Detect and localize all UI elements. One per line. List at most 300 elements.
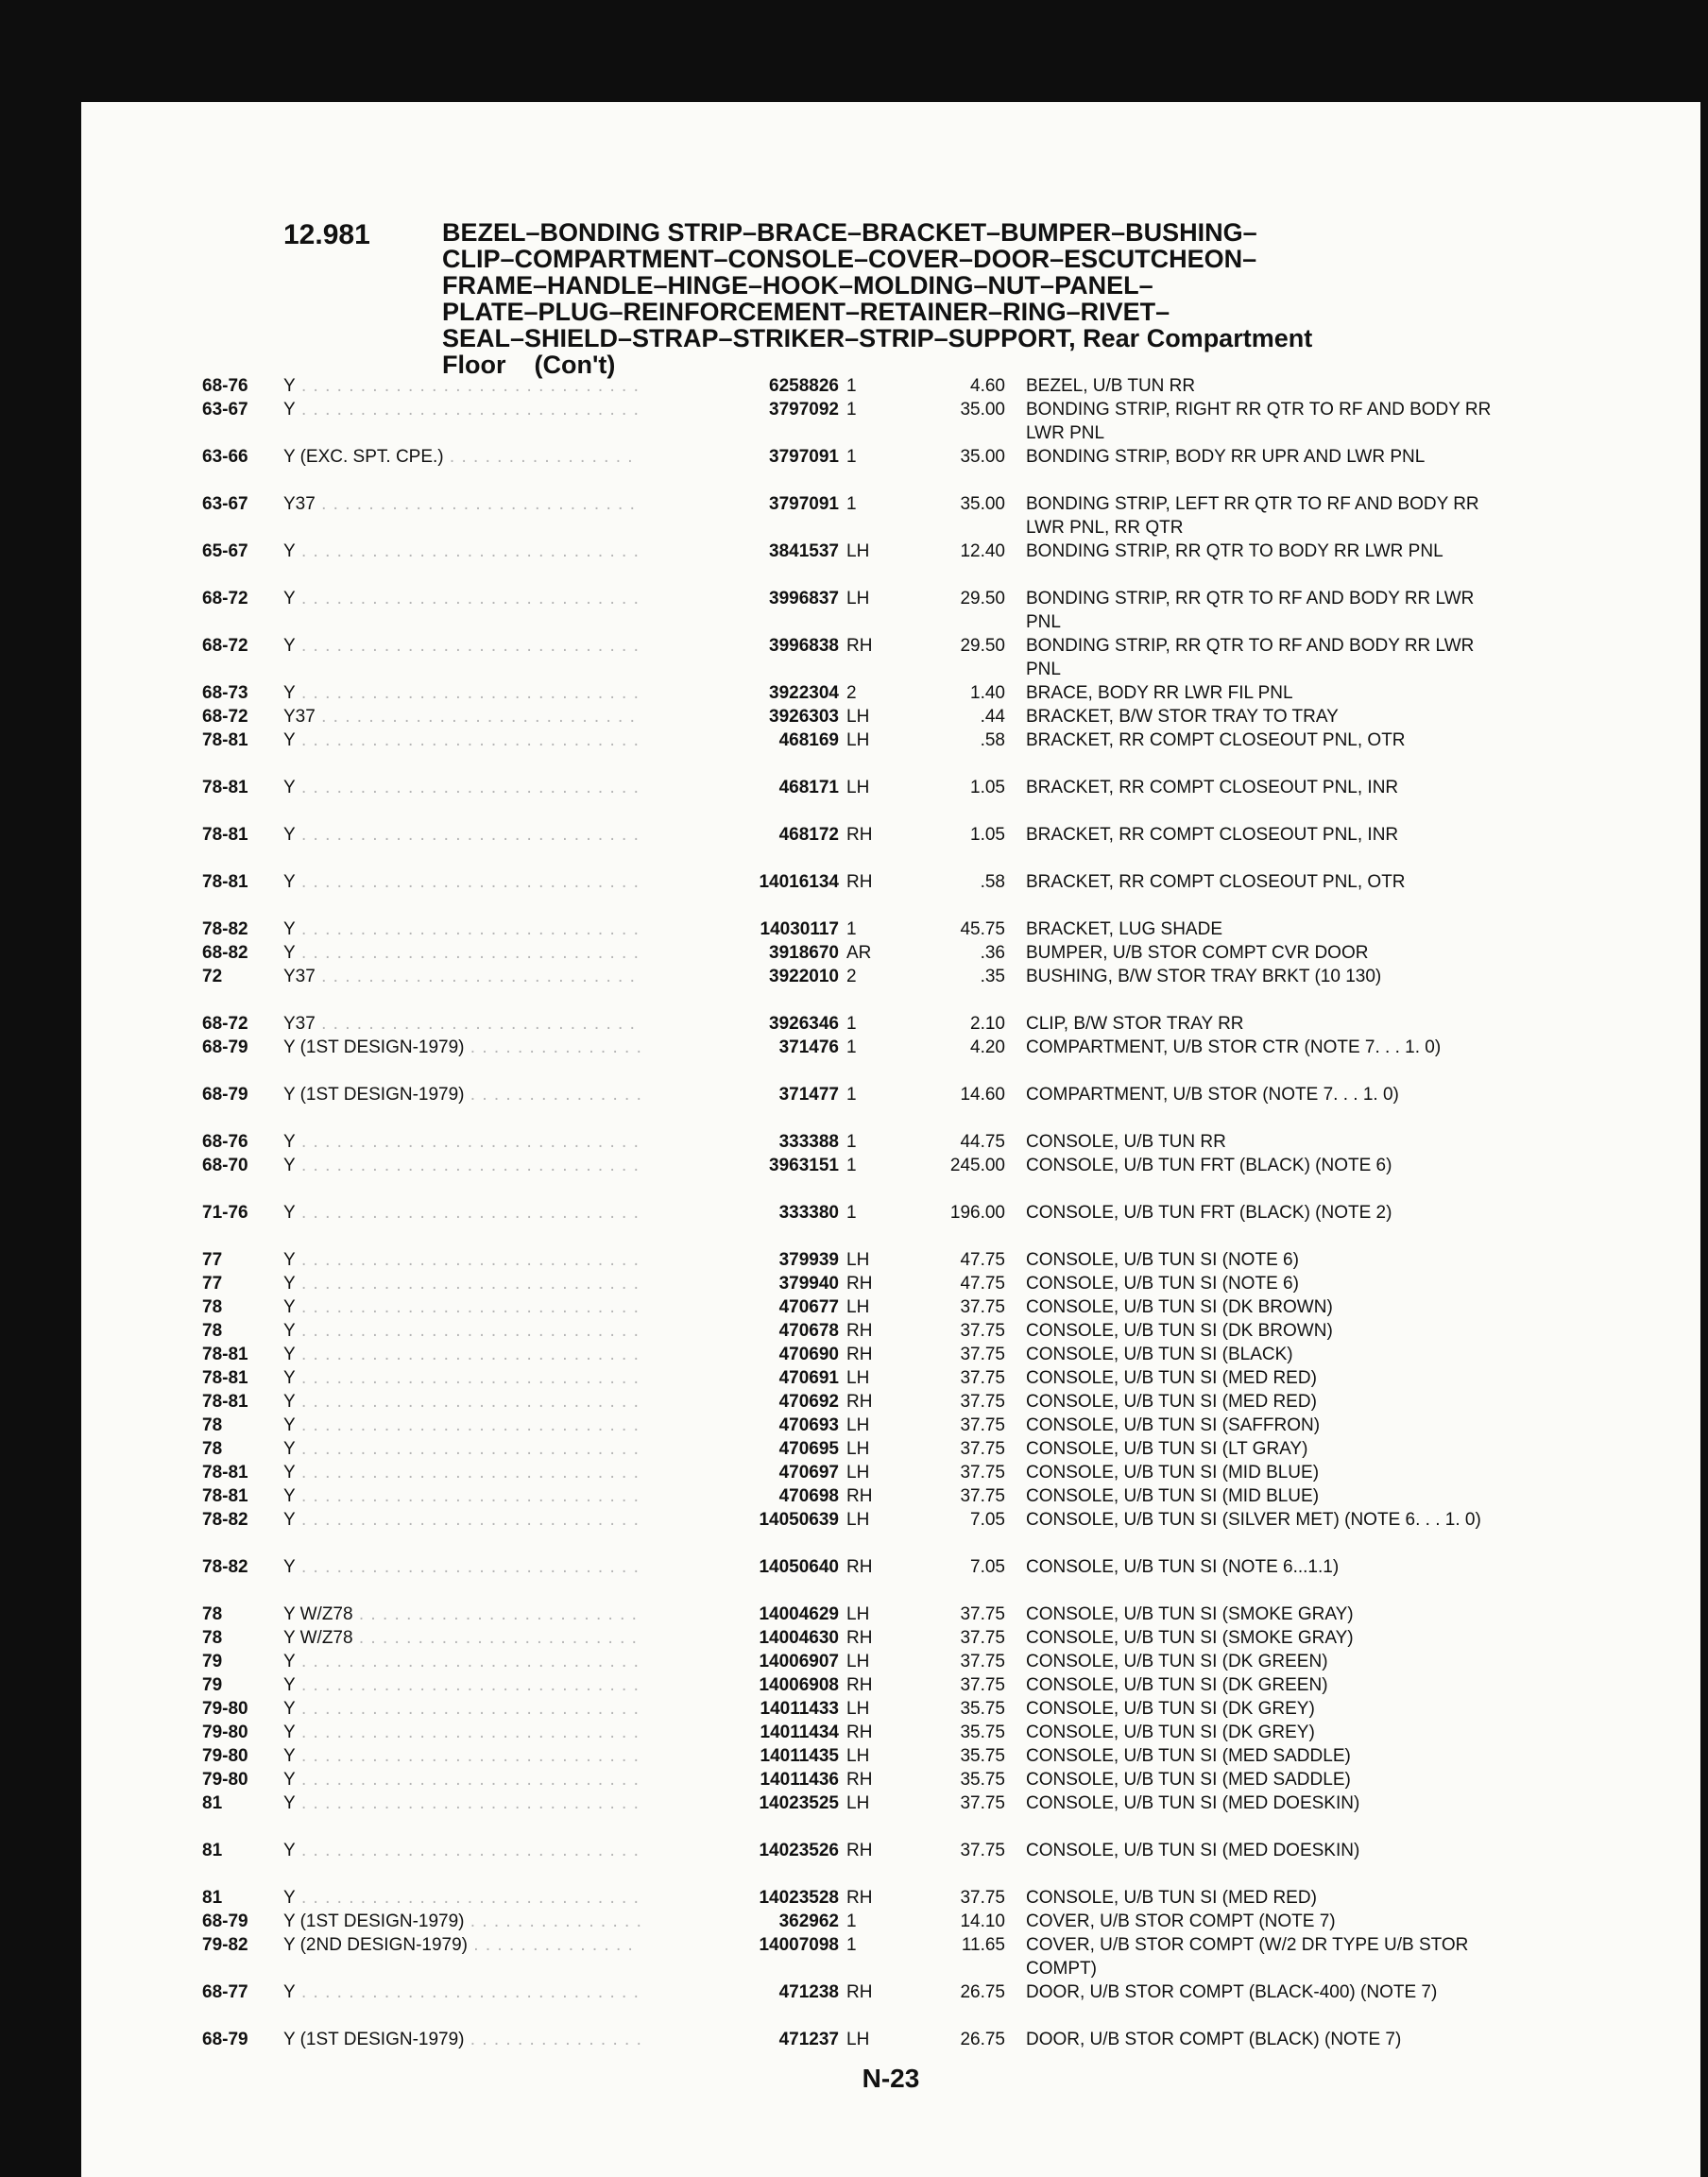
table-row xyxy=(81,917,1700,941)
year-range-cell: 78-81 xyxy=(202,1368,248,1388)
section-title-line: CLIP–COMPARTMENT–CONSOLE–COVER–DOOR–ESCUTCHEON– xyxy=(442,245,1257,273)
quantity-cell: 1 xyxy=(846,1935,857,1955)
description-cell: COMPARTMENT, U/B STOR (NOTE 7. . . 1. 0) xyxy=(1026,1085,1399,1105)
table-row xyxy=(81,1768,1700,1791)
price-cell: 37.75 xyxy=(960,1486,1005,1506)
price-cell: 44.75 xyxy=(960,1132,1005,1152)
section-title-line: SEAL–SHIELD–STRAP–STRIKER–STRIP–SUPPORT, Rear Compartment xyxy=(442,324,1313,352)
section-title-line: Floor (Con't) xyxy=(442,351,616,379)
part-number-cell: 333380 xyxy=(640,1201,839,1225)
section-title-line: BEZEL–BONDING STRIP–BRACE–BRACKET–BUMPER–BUSHING– xyxy=(442,218,1257,247)
price-cell: 35.75 xyxy=(960,1723,1005,1742)
model-code-cell: Y . . . xyxy=(283,1414,699,1437)
price-cell: 45.75 xyxy=(960,919,1005,939)
quantity-cell: RH xyxy=(846,1557,873,1577)
quantity-cell: LH xyxy=(846,1297,870,1317)
part-number-cell: 14006908 xyxy=(640,1673,839,1697)
quantity-cell: 1 xyxy=(846,494,857,514)
model-code-cell: Y . . . xyxy=(283,681,699,705)
quantity-cell: LH xyxy=(846,1415,870,1435)
price-cell: 35.00 xyxy=(960,494,1005,514)
description-cell: CONSOLE, U/B TUN SI (LT GRAY) xyxy=(1026,1439,1308,1459)
table-row xyxy=(81,1626,1700,1650)
model-code-cell: Y (EXC. SPT. CPE.) . . . xyxy=(283,445,699,469)
part-number-cell: 14011433 xyxy=(640,1697,839,1721)
year-range-cell: 68-70 xyxy=(202,1156,248,1175)
model-code-cell: Y . . . xyxy=(283,1791,699,1815)
quantity-cell: LH xyxy=(846,541,870,561)
model-code-cell: Y . . . xyxy=(283,776,699,799)
description-cell: CONSOLE, U/B TUN SI (MID BLUE) xyxy=(1026,1463,1320,1483)
part-number-cell: 468172 xyxy=(640,823,839,847)
year-range-cell: 68-72 xyxy=(202,1014,248,1034)
year-range-cell: 81 xyxy=(202,1793,223,1813)
year-range-cell: 63-66 xyxy=(202,447,248,467)
part-number-cell: 379940 xyxy=(640,1272,839,1295)
description-cell: CONSOLE, U/B TUN SI (NOTE 6) xyxy=(1026,1274,1299,1294)
quantity-cell: AR xyxy=(846,943,872,963)
year-range-cell: 78 xyxy=(202,1439,223,1459)
price-cell: 35.75 xyxy=(960,1746,1005,1766)
quantity-cell: 1 xyxy=(846,1085,857,1105)
table-row xyxy=(81,1721,1700,1744)
price-cell: 2.10 xyxy=(970,1014,1005,1034)
year-range-cell: 81 xyxy=(202,1888,223,1908)
part-number-cell: 14050640 xyxy=(640,1555,839,1579)
quantity-cell: 1 xyxy=(846,376,857,396)
part-number-cell: 14050639 xyxy=(640,1508,839,1532)
part-number-cell: 333388 xyxy=(640,1130,839,1154)
price-cell: 11.65 xyxy=(961,1935,1005,1955)
page-number: N-23 xyxy=(862,2064,920,2093)
description-cell: CONSOLE, U/B TUN SI (MID BLUE) xyxy=(1026,1486,1320,1506)
model-code-cell: Y . . . xyxy=(283,1248,699,1272)
part-number-cell: 14011434 xyxy=(640,1721,839,1744)
year-range-cell: 68-73 xyxy=(202,683,248,703)
year-range-cell: 78 xyxy=(202,1415,223,1435)
year-range-cell: 78-81 xyxy=(202,872,248,892)
year-range-cell: 72 xyxy=(202,967,223,986)
part-number-cell: 470691 xyxy=(640,1366,839,1390)
model-code-cell: Y W/Z78 . . . xyxy=(283,1626,699,1650)
quantity-cell: 1 xyxy=(846,447,857,467)
description-cell: BRACKET, RR COMPT CLOSEOUT PNL, INR xyxy=(1026,825,1399,845)
year-range-cell: 78-81 xyxy=(202,778,248,797)
model-code-cell: Y . . . xyxy=(283,1508,699,1532)
model-code-cell: Y . . . xyxy=(283,729,699,752)
table-row xyxy=(81,681,1700,705)
description-cell: CLIP, B/W STOR TRAY RR xyxy=(1026,1014,1244,1034)
quantity-cell: 1 xyxy=(846,1911,857,1931)
year-range-cell: 71-76 xyxy=(202,1203,248,1223)
table-row xyxy=(81,1036,1700,1083)
model-code-cell: Y . . . xyxy=(283,1366,699,1390)
quantity-cell: RH xyxy=(846,1675,873,1695)
part-number-cell: 371477 xyxy=(640,1083,839,1106)
description-cell: BONDING STRIP, BODY RR UPR AND LWR PNL xyxy=(1026,447,1426,467)
part-number-cell: 14023525 xyxy=(640,1791,839,1815)
description-cell: CONSOLE, U/B TUN SI (MED RED) xyxy=(1026,1888,1317,1908)
parts-table xyxy=(81,374,1700,2075)
price-cell: 37.75 xyxy=(960,1888,1005,1908)
table-row xyxy=(81,1130,1700,1154)
quantity-cell: RH xyxy=(846,1486,873,1506)
year-range-cell: 81 xyxy=(202,1841,223,1860)
part-number-cell: 14011436 xyxy=(640,1768,839,1791)
price-cell: .36 xyxy=(980,943,1005,963)
table-row xyxy=(81,1980,1700,2028)
year-range-cell: 78-81 xyxy=(202,1463,248,1483)
quantity-cell: 1 xyxy=(846,400,857,420)
table-row xyxy=(81,1555,1700,1603)
part-number-cell: 14016134 xyxy=(640,870,839,894)
description-cell: CONSOLE, U/B TUN SI (SILVER MET) (NOTE 6. . . 1. 0) xyxy=(1026,1510,1481,1530)
model-code-cell: Y . . . xyxy=(283,1484,699,1508)
description-cell: CONSOLE, U/B TUN SI (NOTE 6) xyxy=(1026,1250,1299,1270)
quantity-cell: 1 xyxy=(846,1037,857,1057)
part-number-cell: 470678 xyxy=(640,1319,839,1343)
year-range-cell: 68-79 xyxy=(202,1911,248,1931)
price-cell: 1.40 xyxy=(970,683,1005,703)
model-code-cell: Y . . . xyxy=(283,1768,699,1791)
part-number-cell: 14004630 xyxy=(640,1626,839,1650)
price-cell: 37.75 xyxy=(960,1652,1005,1671)
part-number-cell: 14023528 xyxy=(640,1886,839,1910)
quantity-cell: RH xyxy=(846,1392,873,1412)
description-cell: COVER, U/B STOR COMPT (W/2 DR TYPE U/B STOR COMPT) xyxy=(1026,1935,1469,1979)
year-range-cell: 65-67 xyxy=(202,541,248,561)
price-cell: 47.75 xyxy=(960,1250,1005,1270)
year-range-cell: 79 xyxy=(202,1675,223,1695)
table-row xyxy=(81,1886,1700,1910)
part-number-cell: 3926303 xyxy=(640,705,839,729)
model-code-cell: Y W/Z78 . . . xyxy=(283,1603,699,1626)
description-cell: CONSOLE, U/B TUN FRT (BLACK) (NOTE 6) xyxy=(1026,1156,1392,1175)
price-cell: 26.75 xyxy=(960,1982,1005,2002)
description-cell: BONDING STRIP, LEFT RR QTR TO RF AND BODY RR LWR PNL, RR QTR xyxy=(1026,494,1479,538)
part-number-cell: 14011435 xyxy=(640,1744,839,1768)
price-cell: 35.00 xyxy=(960,400,1005,420)
description-cell: CONSOLE, U/B TUN SI (MED RED) xyxy=(1026,1368,1317,1388)
price-cell: 37.75 xyxy=(960,1604,1005,1624)
description-cell: CONSOLE, U/B TUN SI (MED DOESKIN) xyxy=(1026,1841,1360,1860)
part-number-cell: 3922304 xyxy=(640,681,839,705)
year-range-cell: 68-77 xyxy=(202,1982,248,2002)
description-cell: BONDING STRIP, RR QTR TO BODY RR LWR PNL xyxy=(1026,541,1443,561)
table-row xyxy=(81,1461,1700,1484)
part-number-cell: 470695 xyxy=(640,1437,839,1461)
description-cell: DOOR, U/B STOR COMPT (BLACK) (NOTE 7) xyxy=(1026,2030,1402,2049)
year-range-cell: 68-72 xyxy=(202,707,248,727)
model-code-cell: Y . . . xyxy=(283,1154,699,1177)
price-cell: 196.00 xyxy=(949,1203,1005,1223)
catalog-page xyxy=(81,102,1700,2177)
part-number-cell: 14030117 xyxy=(640,917,839,941)
quantity-cell: 1 xyxy=(846,1156,857,1175)
description-cell: CONSOLE, U/B TUN SI (MED RED) xyxy=(1026,1392,1317,1412)
price-cell: 37.75 xyxy=(960,1345,1005,1364)
price-cell: 14.60 xyxy=(960,1085,1005,1105)
model-code-cell: Y . . . xyxy=(283,1839,699,1862)
description-cell: CONSOLE, U/B TUN SI (MED SADDLE) xyxy=(1026,1770,1351,1790)
part-number-cell: 3918670 xyxy=(640,941,839,965)
model-code-cell: Y (1ST DESIGN-1979) . . . xyxy=(283,2028,699,2051)
table-row xyxy=(81,1697,1700,1721)
price-cell: 4.60 xyxy=(970,376,1005,396)
description-cell: BRACKET, RR COMPT CLOSEOUT PNL, INR xyxy=(1026,778,1399,797)
quantity-cell: LH xyxy=(846,1604,870,1624)
description-cell: BRACKET, B/W STOR TRAY TO TRAY xyxy=(1026,707,1339,727)
part-number-cell: 3996837 xyxy=(640,587,839,610)
description-cell: BRACE, BODY RR LWR FIL PNL xyxy=(1026,683,1293,703)
price-cell: .35 xyxy=(980,967,1005,986)
price-cell: 245.00 xyxy=(949,1156,1005,1175)
model-code-cell: Y . . . xyxy=(283,1650,699,1673)
year-range-cell: 78 xyxy=(202,1628,223,1648)
part-number-cell: 470698 xyxy=(640,1484,839,1508)
model-code-cell: Y . . . xyxy=(283,1295,699,1319)
part-number-cell: 3797091 xyxy=(640,445,839,469)
quantity-cell: LH xyxy=(846,2030,870,2049)
year-range-cell: 78-81 xyxy=(202,1486,248,1506)
description-cell: CONSOLE, U/B TUN RR xyxy=(1026,1132,1226,1152)
quantity-cell: RH xyxy=(846,1321,873,1341)
part-number-cell: 470692 xyxy=(640,1390,839,1414)
price-cell: 37.75 xyxy=(960,1415,1005,1435)
year-range-cell: 68-72 xyxy=(202,589,248,609)
table-row xyxy=(81,1012,1700,1036)
quantity-cell: LH xyxy=(846,707,870,727)
part-number-cell: 471237 xyxy=(640,2028,839,2051)
price-cell: 37.75 xyxy=(960,1439,1005,1459)
model-code-cell: Y . . . xyxy=(283,870,699,894)
quantity-cell: LH xyxy=(846,1510,870,1530)
year-range-cell: 68-79 xyxy=(202,1037,248,1057)
year-range-cell: 78-82 xyxy=(202,1510,248,1530)
price-cell: .58 xyxy=(980,872,1005,892)
part-number-cell: 470693 xyxy=(640,1414,839,1437)
table-row xyxy=(81,1414,1700,1437)
price-cell: 37.75 xyxy=(960,1675,1005,1695)
model-code-cell: Y (1ST DESIGN-1979) . . . xyxy=(283,1036,699,1059)
description-cell: DOOR, U/B STOR COMPT (BLACK-400) (NOTE 7) xyxy=(1026,1982,1438,2002)
year-range-cell: 68-72 xyxy=(202,636,248,656)
model-code-cell: Y . . . xyxy=(283,1744,699,1768)
year-range-cell: 68-76 xyxy=(202,1132,248,1152)
part-number-cell: 362962 xyxy=(640,1910,839,1933)
model-code-cell: Y . . . xyxy=(283,917,699,941)
part-number-cell: 3797092 xyxy=(640,398,839,421)
quantity-cell: RH xyxy=(846,825,873,845)
model-code-cell: Y . . . xyxy=(283,1555,699,1579)
model-code-cell: Y . . . xyxy=(283,1390,699,1414)
model-code-cell: Y . . . xyxy=(283,1980,699,2004)
part-number-cell: 470690 xyxy=(640,1343,839,1366)
part-number-cell: 470697 xyxy=(640,1461,839,1484)
quantity-cell: 2 xyxy=(846,967,857,986)
table-row xyxy=(81,1603,1700,1626)
table-row xyxy=(81,729,1700,776)
table-row xyxy=(81,1437,1700,1461)
description-cell: CONSOLE, U/B TUN SI (DK BROWN) xyxy=(1026,1321,1333,1341)
model-code-cell: Y37 . . . xyxy=(283,965,699,988)
model-code-cell: Y (1ST DESIGN-1979) . . . xyxy=(283,1083,699,1106)
model-code-cell: Y . . . xyxy=(283,1721,699,1744)
price-cell: 4.20 xyxy=(970,1037,1005,1057)
part-number-cell: 14007098 xyxy=(640,1933,839,1957)
part-number-cell: 6258826 xyxy=(640,374,839,398)
price-cell: 7.05 xyxy=(970,1510,1005,1530)
model-code-cell: Y . . . xyxy=(283,1272,699,1295)
model-code-cell: Y . . . xyxy=(283,941,699,965)
description-cell: CONSOLE, U/B TUN SI (MED SADDLE) xyxy=(1026,1746,1351,1766)
quantity-cell: 1 xyxy=(846,1203,857,1223)
table-row xyxy=(81,705,1700,729)
description-cell: CONSOLE, U/B TUN SI (SAFFRON) xyxy=(1026,1415,1321,1435)
part-number-cell: 379939 xyxy=(640,1248,839,1272)
price-cell: 47.75 xyxy=(960,1274,1005,1294)
table-row xyxy=(81,1650,1700,1673)
year-range-cell: 78 xyxy=(202,1604,223,1624)
part-number-cell: 468171 xyxy=(640,776,839,799)
description-cell: CONSOLE, U/B TUN FRT (BLACK) (NOTE 2) xyxy=(1026,1203,1392,1223)
table-row xyxy=(81,1366,1700,1390)
quantity-cell: RH xyxy=(846,1888,873,1908)
quantity-cell: 1 xyxy=(846,1014,857,1034)
price-cell: 37.75 xyxy=(960,1793,1005,1813)
quantity-cell: LH xyxy=(846,1652,870,1671)
year-range-cell: 78 xyxy=(202,1297,223,1317)
year-range-cell: 79-80 xyxy=(202,1699,248,1719)
table-row xyxy=(81,540,1700,587)
part-number-cell: 470677 xyxy=(640,1295,839,1319)
year-range-cell: 77 xyxy=(202,1250,223,1270)
year-range-cell: 79-82 xyxy=(202,1935,248,1955)
year-range-cell: 68-79 xyxy=(202,2030,248,2049)
model-code-cell: Y . . . xyxy=(283,1201,699,1225)
table-row xyxy=(81,587,1700,634)
year-range-cell: 78-81 xyxy=(202,1345,248,1364)
price-cell: 29.50 xyxy=(960,589,1005,609)
model-code-cell: Y . . . xyxy=(283,540,699,563)
year-range-cell: 79-80 xyxy=(202,1746,248,1766)
quantity-cell: LH xyxy=(846,1463,870,1483)
part-number-cell: 468169 xyxy=(640,729,839,752)
price-cell: 37.75 xyxy=(960,1368,1005,1388)
table-row xyxy=(81,1791,1700,1839)
table-row xyxy=(81,1083,1700,1130)
year-range-cell: 78-82 xyxy=(202,1557,248,1577)
table-row xyxy=(81,1744,1700,1768)
price-cell: 12.40 xyxy=(960,541,1005,561)
price-cell: 35.00 xyxy=(960,447,1005,467)
price-cell: 29.50 xyxy=(960,636,1005,656)
part-number-cell: 3922010 xyxy=(640,965,839,988)
year-range-cell: 79-80 xyxy=(202,1770,248,1790)
model-code-cell: Y . . . xyxy=(283,634,699,658)
part-number-cell: 3926346 xyxy=(640,1012,839,1036)
description-cell: CONSOLE, U/B TUN SI (DK GREY) xyxy=(1026,1723,1315,1742)
price-cell: 37.75 xyxy=(960,1463,1005,1483)
description-cell: COVER, U/B STOR COMPT (NOTE 7) xyxy=(1026,1911,1336,1931)
year-range-cell: 78-81 xyxy=(202,1392,248,1412)
table-row xyxy=(81,1201,1700,1248)
model-code-cell: Y (1ST DESIGN-1979) . . . xyxy=(283,1910,699,1933)
price-cell: 35.75 xyxy=(960,1699,1005,1719)
description-cell: CONSOLE, U/B TUN SI (DK BROWN) xyxy=(1026,1297,1333,1317)
description-cell: BUSHING, B/W STOR TRAY BRKT (10 130) xyxy=(1026,967,1382,986)
quantity-cell: RH xyxy=(846,872,873,892)
table-row xyxy=(81,941,1700,965)
table-row xyxy=(81,1933,1700,1980)
section-title-line: FRAME–HANDLE–HINGE–HOOK–MOLDING–NUT–PANEL– xyxy=(442,271,1153,300)
year-range-cell: 63-67 xyxy=(202,494,248,514)
table-row xyxy=(81,1272,1700,1295)
quantity-cell: RH xyxy=(846,1841,873,1860)
price-cell: 14.10 xyxy=(960,1911,1005,1931)
model-code-cell: Y . . . xyxy=(283,374,699,398)
description-cell: BRACKET, LUG SHADE xyxy=(1026,919,1222,939)
price-cell: 37.75 xyxy=(960,1321,1005,1341)
table-row xyxy=(81,1508,1700,1555)
model-code-cell: Y (2ND DESIGN-1979) . . . xyxy=(283,1933,699,1957)
price-cell: .44 xyxy=(980,707,1005,727)
year-range-cell: 78-81 xyxy=(202,825,248,845)
price-cell: 35.75 xyxy=(960,1770,1005,1790)
model-code-cell: Y . . . xyxy=(283,1886,699,1910)
table-row xyxy=(81,634,1700,681)
model-code-cell: Y . . . xyxy=(283,1673,699,1697)
model-code-cell: Y37 . . . xyxy=(283,492,699,516)
year-range-cell: 78-81 xyxy=(202,730,248,750)
price-cell: .58 xyxy=(980,730,1005,750)
table-row xyxy=(81,1343,1700,1366)
table-row xyxy=(81,1839,1700,1886)
model-code-cell: Y . . . xyxy=(283,1461,699,1484)
section-title-line: PLATE–PLUG–REINFORCEMENT–RETAINER–RING–RIVET– xyxy=(442,298,1170,326)
description-cell: CONSOLE, U/B TUN SI (MED DOESKIN) xyxy=(1026,1793,1360,1813)
description-cell: BEZEL, U/B TUN RR xyxy=(1026,376,1196,396)
price-cell: 37.75 xyxy=(960,1297,1005,1317)
description-cell: CONSOLE, U/B TUN SI (SMOKE GRAY) xyxy=(1026,1628,1354,1648)
year-range-cell: 78 xyxy=(202,1321,223,1341)
model-code-cell: Y . . . xyxy=(283,823,699,847)
year-range-cell: 77 xyxy=(202,1274,223,1294)
model-code-cell: Y . . . xyxy=(283,1697,699,1721)
section-number: 12.981 xyxy=(283,219,370,250)
table-row xyxy=(81,776,1700,823)
quantity-cell: LH xyxy=(846,1250,870,1270)
year-range-cell: 68-79 xyxy=(202,1085,248,1105)
description-cell: CONSOLE, U/B TUN SI (DK GREEN) xyxy=(1026,1652,1328,1671)
year-range-cell: 68-76 xyxy=(202,376,248,396)
price-cell: 37.75 xyxy=(960,1841,1005,1860)
year-range-cell: 63-67 xyxy=(202,400,248,420)
table-row xyxy=(81,374,1700,398)
description-cell: CONSOLE, U/B TUN SI (SMOKE GRAY) xyxy=(1026,1604,1354,1624)
price-cell: 26.75 xyxy=(960,2030,1005,2049)
table-row xyxy=(81,1484,1700,1508)
model-code-cell: Y37 . . . xyxy=(283,705,699,729)
table-row xyxy=(81,1248,1700,1272)
part-number-cell: 371476 xyxy=(640,1036,839,1059)
part-number-cell: 14023526 xyxy=(640,1839,839,1862)
part-number-cell: 14006907 xyxy=(640,1650,839,1673)
part-number-cell: 3841537 xyxy=(640,540,839,563)
table-row xyxy=(81,492,1700,540)
quantity-cell: LH xyxy=(846,730,870,750)
year-range-cell: 79-80 xyxy=(202,1723,248,1742)
